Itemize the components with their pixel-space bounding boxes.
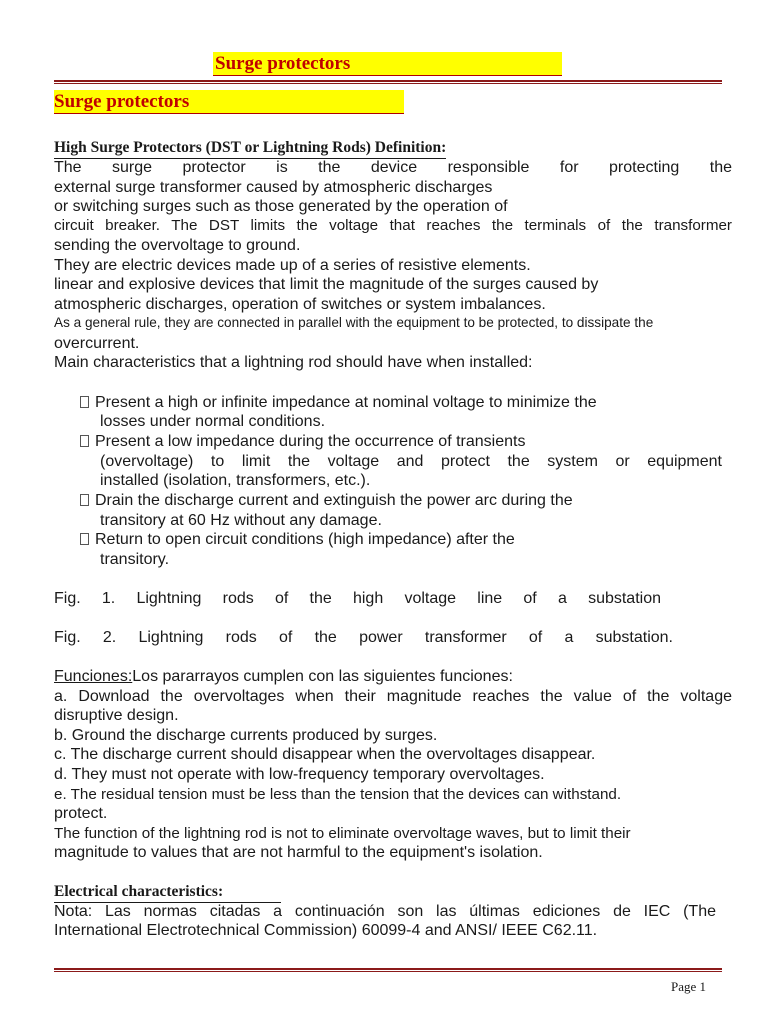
- funciones-line: protect.: [54, 805, 108, 822]
- header-rule: [54, 80, 722, 84]
- paragraph-line: Main characteristics that a lightning rod should have when installed:: [54, 354, 533, 371]
- paragraph-line: overcurrent.: [54, 335, 140, 352]
- funciones-line: c. The discharge current should disappear when the overvoltages disappear.: [54, 746, 596, 763]
- paragraph-line: atmospheric discharges, operation of switches or system imbalances.: [54, 296, 546, 313]
- page-number: Page 1: [671, 979, 707, 994]
- bullet-box-icon: [80, 396, 89, 408]
- funciones-intro: Funciones:Los pararrayos cumplen con las siguientes funciones:: [54, 668, 513, 685]
- paragraph-line: The surge protector is the device responsible for protecting the: [54, 159, 732, 176]
- paragraph-line: sending the overvoltage to ground.: [54, 237, 301, 254]
- funciones-line: e. The residual tension must be less than the tension that the devices can withstand.: [54, 786, 622, 803]
- electrical-line: Nota: Las normas citadas a continuación son las últimas ediciones de IEC (The: [54, 903, 716, 920]
- paragraph-line: circuit breaker. The DST limits the voltage that reaches the terminals of the transformer: [54, 217, 732, 234]
- electrical-line: International Electrotechnical Commission) 60099-4 and ANSI/ IEEE C62.11.: [54, 922, 598, 939]
- paragraph-line: They are electric devices made up of a series of resistive elements.: [54, 257, 531, 274]
- bullet-continuation: installed (isolation, transformers, etc.).: [100, 472, 371, 489]
- bullet-continuation: (overvoltage) to limit the voltage and protect the system or equipment: [100, 453, 722, 470]
- bullet-continuation: transitory at 60 Hz without any damage.: [100, 512, 382, 529]
- header-title: Surge protectors: [213, 52, 562, 76]
- bullet-continuation: transitory.: [100, 551, 170, 568]
- funciones-line: d. They must not operate with low-frequency temporary overvoltages.: [54, 766, 545, 783]
- bullet-item: Present a low impedance during the occurrence of transients: [80, 432, 525, 452]
- bullet-continuation: losses under normal conditions.: [100, 413, 326, 430]
- figure-caption: Fig. 1. Lightning rods of the high voltage line of a substation: [54, 590, 661, 607]
- paragraph-line: As a general rule, they are connected in parallel with the equipment to be protected, to dissipate the: [54, 315, 654, 330]
- funciones-line: magnitude to values that are not harmful to the equipment's isolation.: [54, 844, 543, 861]
- paragraph-line: or switching surges such as those generated by the operation of: [54, 198, 508, 215]
- bullet-item: Drain the discharge current and extinguish the power arc during the: [80, 491, 573, 511]
- electrical-heading: Electrical characteristics:: [54, 882, 281, 903]
- funciones-line: disruptive design.: [54, 707, 179, 724]
- funciones-line: The function of the lightning rod is not to eliminate overvoltage waves, but to limit their: [54, 825, 631, 842]
- definition-heading: High Surge Protectors (DST or Lightning Rods) Definition:: [54, 138, 446, 159]
- footer-rule: [54, 968, 722, 972]
- bullet-item: Present a high or infinite impedance at nominal voltage to minimize the: [80, 393, 597, 413]
- bullet-box-icon: [80, 533, 89, 545]
- section-title: Surge protectors: [54, 90, 404, 114]
- paragraph-line: external surge transformer caused by atmospheric discharges: [54, 179, 493, 196]
- figure-caption: Fig. 2. Lightning rods of the power transformer of a substation.: [54, 629, 673, 646]
- bullet-box-icon: [80, 494, 89, 506]
- bullet-box-icon: [80, 435, 89, 447]
- funciones-line: a. Download the overvoltages when their magnitude reaches the value of the voltage: [54, 688, 732, 705]
- funciones-line: b. Ground the discharge currents produced by surges.: [54, 727, 438, 744]
- paragraph-line: linear and explosive devices that limit the magnitude of the surges caused by: [54, 276, 599, 293]
- bullet-item: Return to open circuit conditions (high impedance) after the: [80, 530, 515, 550]
- funciones-label: Funciones:: [54, 668, 133, 685]
